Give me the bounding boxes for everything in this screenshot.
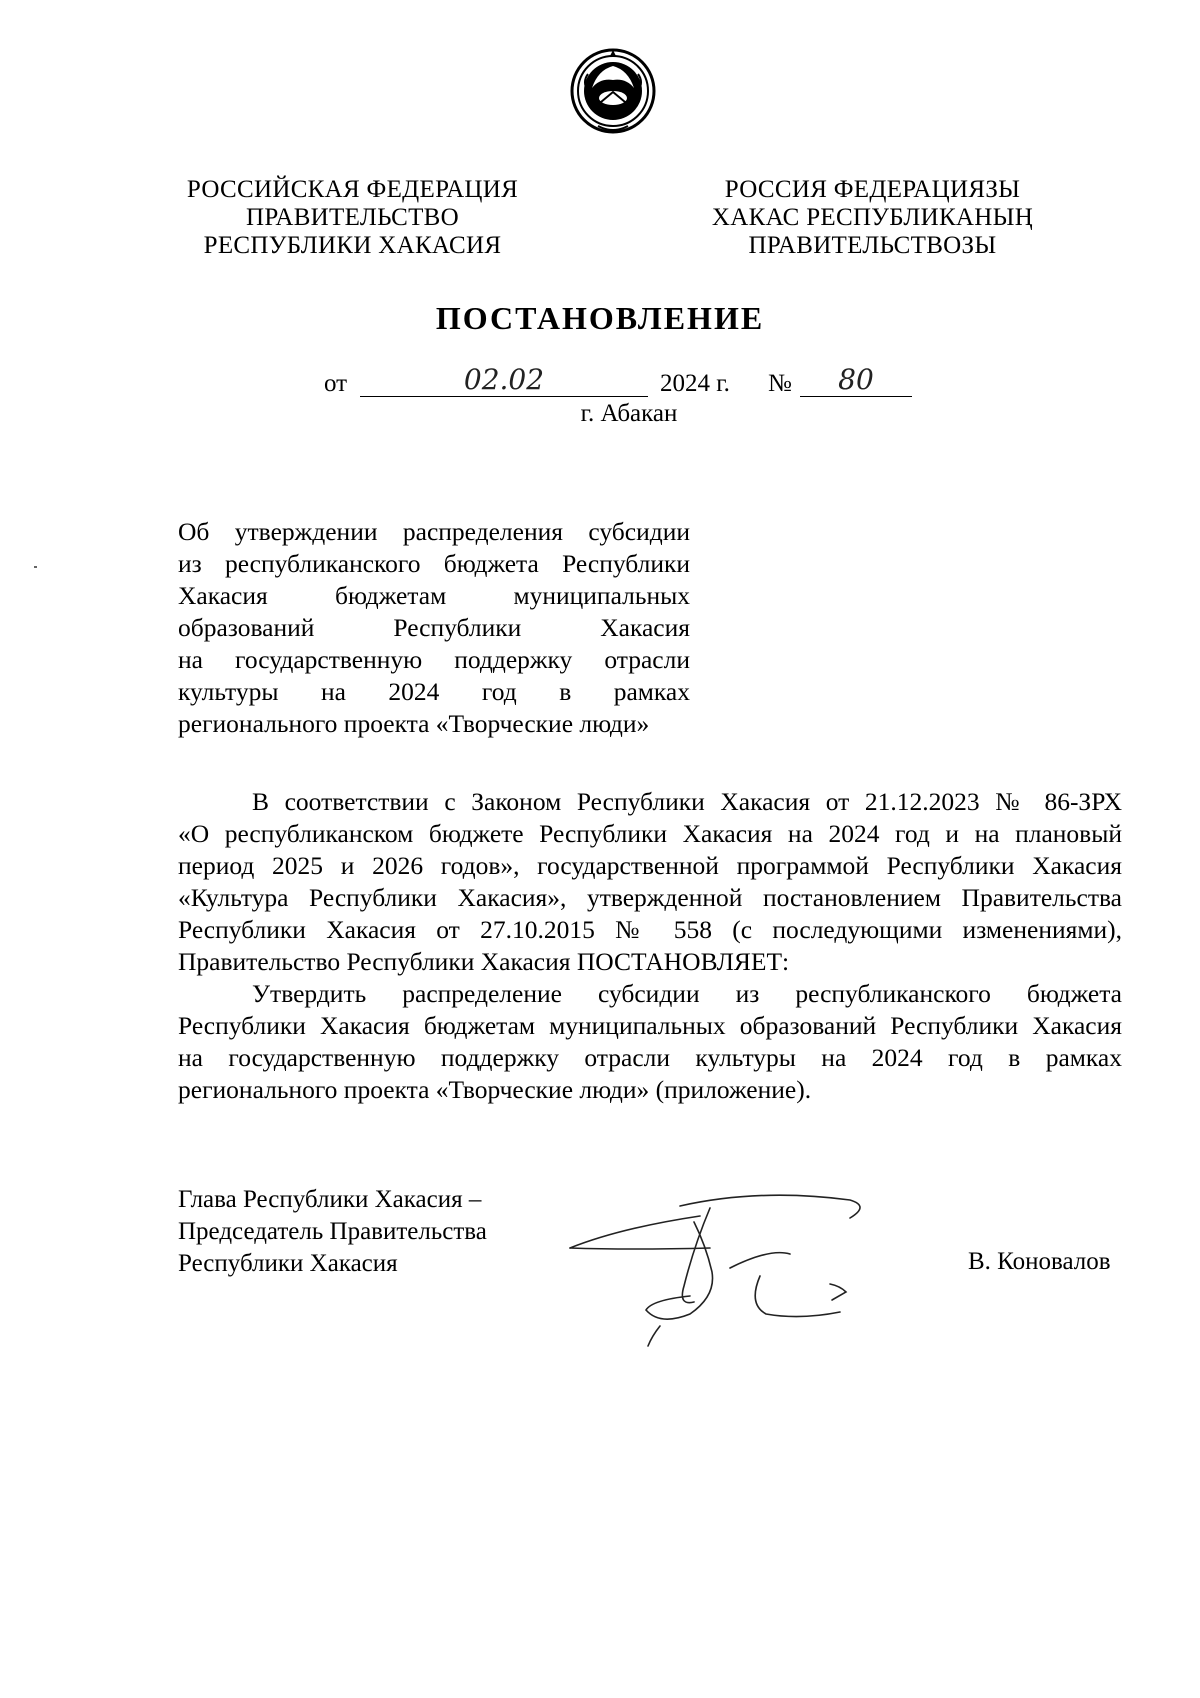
signatory-line: Республики Хакасия — [178, 1250, 398, 1277]
number-label: № — [768, 370, 792, 397]
subject-line: образований Республики Хакасия — [178, 613, 690, 642]
body-line: «Культура Республики Хакасия», утвержденной постановлением Правительства — [178, 883, 1122, 912]
scan-speck — [34, 566, 37, 568]
header-right — [700, 176, 1045, 260]
signer-name: В. Коновалов — [968, 1248, 1111, 1275]
body-line: Республики Хакасия бюджетам муниципальных образований Республики Хакасия — [178, 1011, 1122, 1040]
body-text — [178, 786, 1122, 1106]
body-line: Правительство Республики Хакасия ПОСТАНОВЛЯЕТ: — [178, 947, 790, 976]
coat-of-arms-icon — [568, 42, 658, 140]
subject-block — [178, 516, 690, 740]
header-left — [180, 176, 525, 260]
body-line: Утвердить распределение субсидии из республиканского бюджета — [252, 979, 1122, 1008]
body-line: на государственную поддержку отрасли культуры на 2024 год в рамках — [178, 1043, 1122, 1072]
subject-line: Об утверждении распределения субсидии — [178, 517, 690, 546]
header-right-line: ПРАВИТЕЛЬСТВОЗЫ — [748, 232, 997, 259]
year-label: 2024 г. — [660, 370, 730, 397]
signatory-line: Председатель Правительства — [178, 1218, 487, 1245]
signatory-line: Глава Республики Хакасия – — [178, 1186, 482, 1213]
header-left-line: ПРАВИТЕЛЬСТВО — [245, 204, 460, 231]
body-line: период 2025 и 2026 годов», государственной программой Республики Хакасия — [178, 851, 1122, 880]
subject-line: регионального проекта «Творческие люди» — [178, 709, 650, 738]
subject-line: из республиканского бюджета Республики — [178, 549, 690, 578]
number-field: 80 — [800, 366, 912, 397]
body-line: регионального проекта «Творческие люди» (приложение). — [178, 1075, 812, 1104]
document-title: ПОСТАНОВЛЕНИЕ — [435, 300, 765, 336]
subject-line: на государственную поддержку отрасли — [178, 645, 690, 674]
subject-line: Хакасия бюджетам муниципальных — [178, 581, 690, 610]
body-line: Республики Хакасия от 27.10.2015 № 558 (с последующими изменениями), — [178, 915, 1122, 944]
header-right-line: РОССИЯ ФЕДЕРАЦИЯЗЫ — [724, 176, 1021, 203]
header-right-line: ХАКАС РЕСПУБЛИКАНЫҢ — [711, 204, 1034, 231]
subject-line: культуры на 2024 год в рамках — [178, 677, 690, 706]
header-left-line: РОССИЙСКАЯ ФЕДЕРАЦИЯ — [186, 176, 519, 203]
body-line: В соответствии с Законом Республики Хакасия от 21.12.2023 № 86-ЗРХ — [252, 787, 1122, 816]
signatory-position — [178, 1184, 487, 1280]
body-line: «О республиканском бюджете Республики Хакасия на 2024 год и на плановый — [178, 819, 1122, 848]
date-from-label: от — [324, 370, 348, 397]
date-field: 02.02 — [360, 366, 648, 397]
handwritten-signature — [560, 1176, 910, 1356]
city-label: г. Абакан — [580, 400, 678, 427]
header-left-line: РЕСПУБЛИКИ ХАКАСИЯ — [203, 232, 502, 259]
